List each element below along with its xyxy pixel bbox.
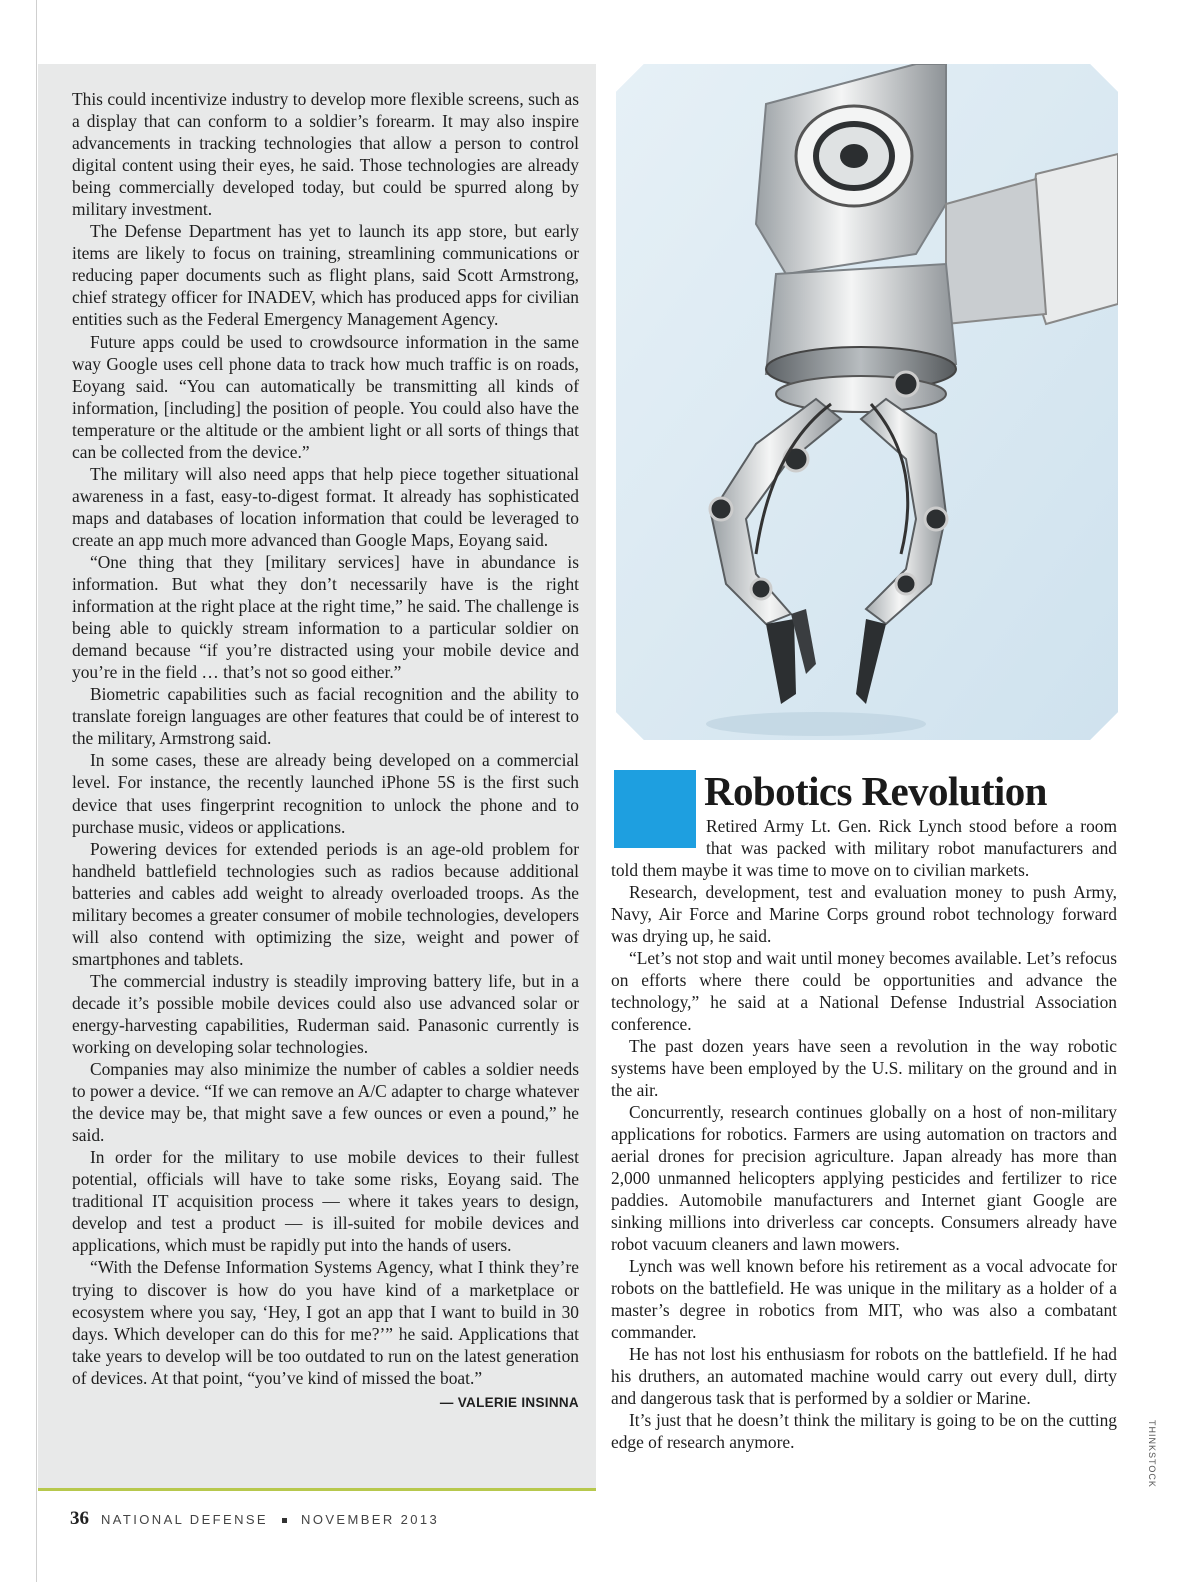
article-paragraph: He has not lost his enthusiasm for robots on the battlefield. If he had his druthers, an automated machine would carry out every dull, dirty and dangerous task that is performed by a soldier or Marine. — [611, 1344, 1117, 1408]
sidebar-paragraph: The military will also need apps that help piece together situational awareness in a fast, easy-to-digest format. It already has sophisticated maps and databases of location information that could be leveraged to create an app much more advanced than Google Maps, Eoyang said. — [72, 463, 579, 550]
sidebar-bottom-rule — [38, 1488, 596, 1491]
issue-date: NOVEMBER 2013 — [301, 1512, 440, 1527]
photo-credit: THINKSTOCK — [1147, 1420, 1157, 1488]
page-edge-line — [36, 0, 37, 1582]
article-headline: Robotics Revolution — [704, 768, 1047, 814]
byline: — VALERIE INSINNA — [439, 1394, 579, 1410]
article-paragraph: Retired Army Lt. Gen. Rick Lynch stood before a room that was packed with military robot manufacturers and told them maybe it was time to move on to civilian markets. — [611, 816, 1117, 880]
sidebar-paragraph: This could incentivize industry to develop more flexible screens, such as a display that can conform to a soldier’s forearm. It may also inspire advancements in tracking technologies that allow a person to control digital content using their eyes, he said. Those technologies are already being commercially developed today, but could be spurred along by military investment. — [72, 89, 579, 220]
sidebar-paragraph: Biometric capabilities such as facial recognition and the ability to translate foreign languages are other features that could be of interest to the military, Armstrong said. — [72, 684, 579, 749]
robot-arm-illustration — [616, 64, 1118, 740]
main-article — [611, 815, 1117, 1453]
publication-name: NATIONAL DEFENSE — [101, 1512, 268, 1527]
sidebar-paragraph: “One thing that they [military services] have in abundance is information. But what they don’t necessarily have is the right information at the right place at the right time,” he said. The challenge is being able to quickly stream information to a particular soldier on demand because “if you’re distracted using your mobile device and you’re in the field … that’s not so good either.” — [72, 551, 579, 683]
article-paragraph: Lynch was well known before his retirement as a vocal advocate for robots on the battlefield. He was unique in the military as a holder of a master’s degree in robotics from MIT, who was also a combatant commander. — [611, 1256, 1117, 1342]
sidebar-paragraph: Future apps could be used to crowdsource information in the same way Google uses cell phone data to track how much traffic is on roads, Eoyang said. “You can automatically be transmitting all kinds of information, [including] the position of people. You could also have the temperature or the altitude or the ambient light or all sorts of things that can be collected from the device.” — [72, 331, 579, 462]
page-number: 36 — [70, 1508, 89, 1529]
article-paragraph: Concurrently, research continues globally on a host of non-military applications for robotics. Farmers are using automation on tractors and aerial drones for precision agriculture. Japan already has more than 2,000 unmanned helicopters applying pesticides and fertilizer to rice paddies. Automobile manufacturers and Internet giant Google are sinking millions into driverless car concepts. Consumers already have robot vacuum cleaners and lawn mowers. — [611, 1102, 1117, 1254]
robot-arm-photo — [616, 64, 1118, 740]
sidebar-paragraph: The Defense Department has yet to launch its app store, but early items are likely to focus on training, streamlining communications or reducing paper documents such as flight plans, said Scott Armstrong, chief strategy officer for INADEV, which has produced apps for civilian entities such as the Federal Emergency Management Agency. — [72, 221, 579, 330]
sidebar-paragraph: Companies may also minimize the number of cables a soldier needs to power a device. “If we can remove an A/C adapter to charge whatever the device may be, that might save a few ounces or even a pound,” he said. — [72, 1059, 579, 1146]
article-paragraph: “Let’s not stop and wait until money becomes available. Let’s refocus on efforts where there could be opportunities and advance the technology,” he said at a National Defense Industrial Association conference. — [611, 948, 1117, 1034]
article-paragraph: It’s just that he doesn’t think the military is going to be on the cutting edge of research anymore. — [611, 1410, 1117, 1452]
sidebar-paragraph-text: “With the Defense Information Systems Agency, what I think they’re trying to discover is how do you have kind of a marketplace or ecosystem where you say, ‘Hey, I got an app that I want to build in 30 days. Which developer can do this for me?’” he said. Applications that take years to develop will be too outdated to run on the latest generation of devices. At that point, “you’ve kind of missed the boat.” — [72, 1257, 579, 1388]
sidebar-paragraph: In some cases, these are already being developed on a commercial level. For instance, the recently launched iPhone 5S is the first such device that uses fingerprint recognition to unlock the phone and to purchase music, videos or applications. — [72, 750, 579, 837]
sidebar-article — [72, 88, 579, 1414]
sidebar-paragraph: In order for the military to use mobile devices to their fullest potential, officials will have to take some risks, Eoyang said. The traditional IT acquisition process — where it takes years to design, develop and test a product — is ill-suited for mobile devices and applications, which must be rapidly put into the hands of users. — [72, 1147, 579, 1256]
headline-spacer — [611, 815, 706, 859]
article-paragraph: Research, development, test and evaluation money to push Army, Navy, Air Force and Marine Corps ground robot technology forward was drying up, he said. — [611, 882, 1117, 946]
sidebar-paragraph-last — [72, 1256, 579, 1410]
page-footer — [70, 1508, 439, 1530]
article-paragraph: The past dozen years have seen a revolution in the way robotic systems have been employed by the U.S. military on the ground and in the air. — [611, 1036, 1117, 1100]
footer-separator — [282, 1518, 287, 1523]
sidebar-paragraph: Powering devices for extended periods is an age-old problem for handheld battlefield technologies such as radios because additional batteries and cables add weight to already overloaded troops. As the military becomes a greater consumer of mobile technologies, developers will also contend with optimizing the size, weight and power of smartphones and tablets. — [72, 838, 579, 969]
sidebar-paragraph: The commercial industry is steadily improving battery life, but in a decade it’s possible mobile devices could also use advanced solar or energy-harvesting capabilities, Ruderman said. Panasonic currently is working on developing solar technologies. — [72, 970, 579, 1058]
